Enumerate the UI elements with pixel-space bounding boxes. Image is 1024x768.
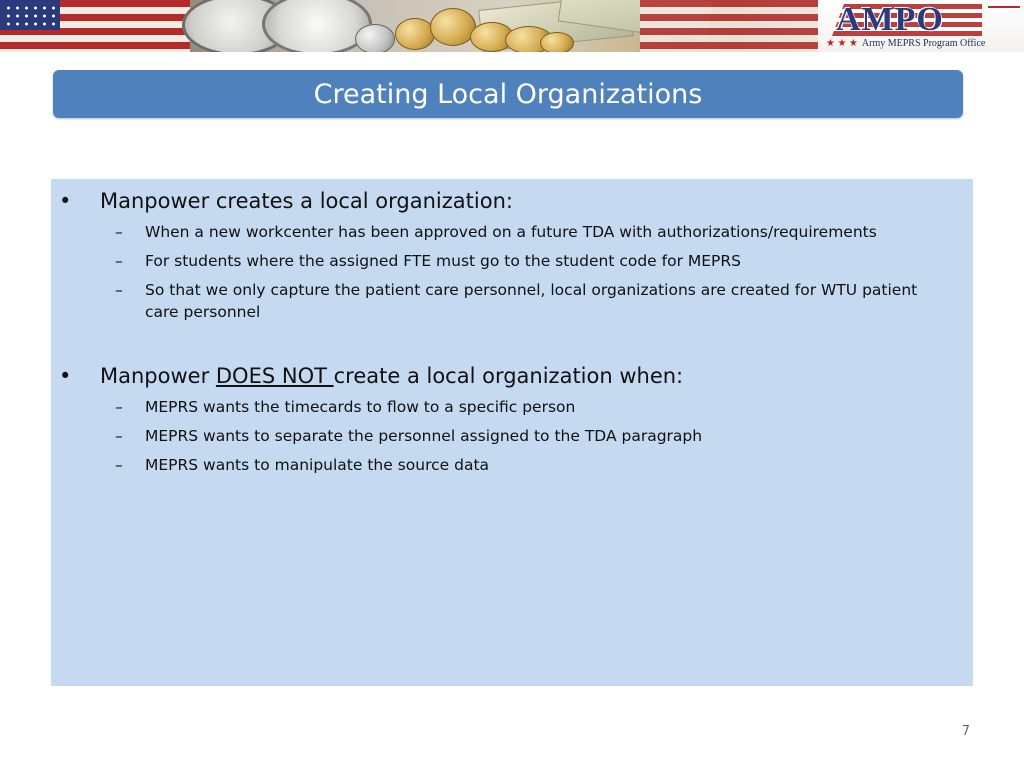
slide-title: Creating Local Organizations bbox=[313, 78, 703, 110]
header-banner bbox=[0, 0, 1024, 52]
flag-stars-icon bbox=[0, 0, 60, 30]
logo-caption-text: Army MEPRS Program Office bbox=[861, 38, 986, 49]
sub-bullet-text: MEPRS wants the timecards to flow to a specific person bbox=[145, 398, 576, 416]
bullet-icon: • bbox=[59, 364, 72, 388]
bullet-text-part: Manpower bbox=[100, 364, 216, 388]
dash-icon: – bbox=[115, 456, 123, 474]
sub-bullet-text: MEPRS wants to manipulate the source data bbox=[145, 456, 490, 474]
ampo-logo bbox=[818, 0, 1024, 52]
logo-letters: AMPO bbox=[836, 1, 944, 38]
slide-title-bar bbox=[53, 70, 963, 118]
content-panel bbox=[51, 179, 973, 686]
us-flag-image-right bbox=[640, 0, 820, 52]
sub-bullet-text: When a new workcenter has been approved on a future TDA with authorizations/requirements bbox=[145, 223, 877, 241]
sub-bullet-text: For students where the assigned FTE must go to the student code for MEPRS bbox=[145, 252, 742, 270]
sub-bullet-text: MEPRS wants to separate the personnel assigned to the TDA paragraph bbox=[145, 427, 703, 445]
dash-icon: – bbox=[115, 281, 123, 299]
dash-icon: – bbox=[115, 223, 123, 241]
bullet-icon: • bbox=[59, 189, 72, 213]
gold-coin-image bbox=[395, 18, 435, 50]
silver-coin-image bbox=[355, 24, 395, 52]
dash-icon: – bbox=[115, 427, 123, 445]
bullet-text bbox=[100, 363, 683, 389]
bullet-text bbox=[100, 188, 513, 214]
us-flag-image-left bbox=[0, 0, 190, 52]
bullet-text-part: Manpower creates a local organization: bbox=[100, 189, 513, 213]
logo-stars-icon: ★ ★ ★ bbox=[826, 38, 858, 49]
page-number: 7 bbox=[961, 724, 970, 739]
sub-bullet-text: So that we only capture the patient care personnel, local organizations are created for WTU patient care personnel bbox=[145, 281, 918, 321]
bullet-text-part: create a local organization when: bbox=[333, 364, 684, 388]
logo-caption bbox=[826, 37, 1022, 50]
emphasis-text: DOES NOT bbox=[215, 364, 334, 388]
gold-coin-image bbox=[430, 8, 476, 46]
dash-icon: – bbox=[115, 398, 123, 416]
gold-coin-image bbox=[540, 32, 574, 52]
dash-icon: – bbox=[115, 252, 123, 270]
